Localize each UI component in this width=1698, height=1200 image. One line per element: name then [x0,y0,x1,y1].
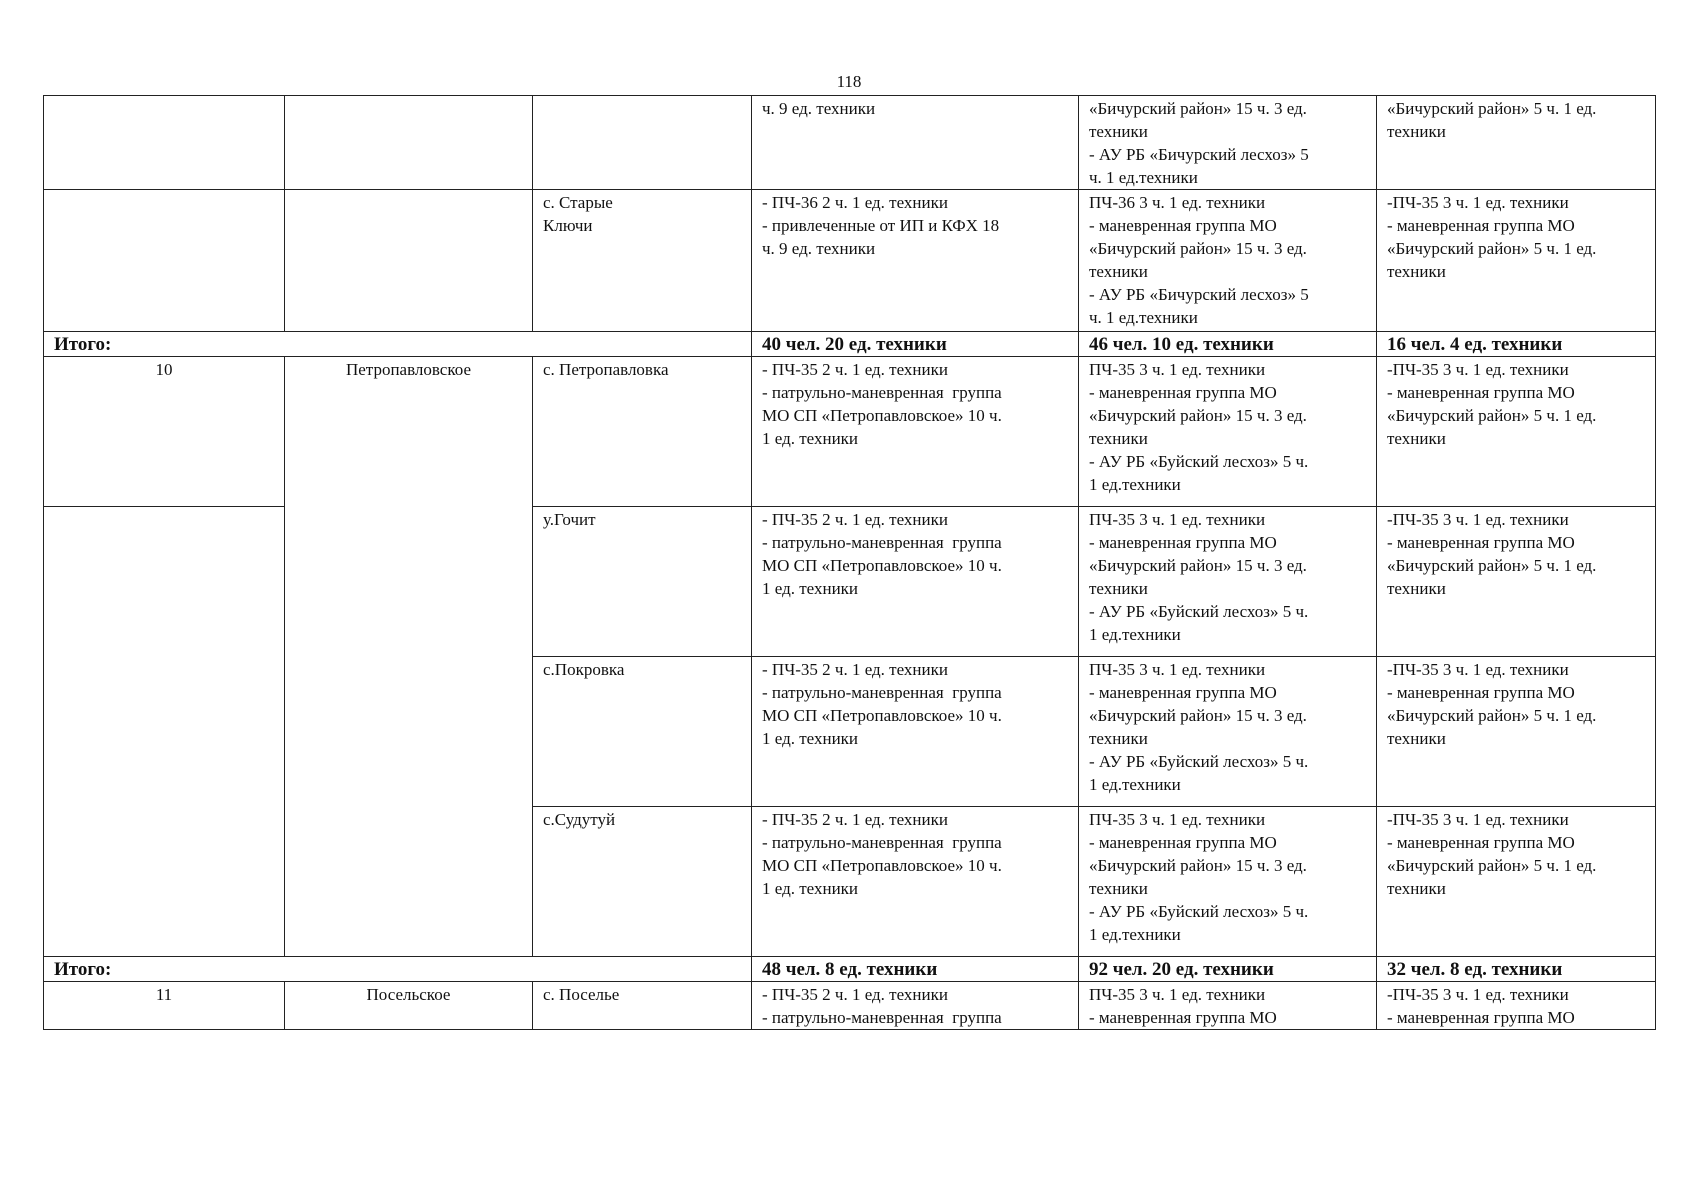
forces-level3-cell [1377,982,1656,1030]
page-number: 118 [836,72,862,91]
cell-line: - маневренная группа МО [1387,833,1575,852]
cell-line: 1 ед.техники [1089,775,1181,794]
cell-line: «Бичурский район» 15 ч. 3 ед. [1089,856,1307,875]
cell-line: 1 ед.техники [1089,925,1181,944]
cell-line: -ПЧ-35 3 ч. 1 ед. техники [1387,985,1569,1004]
cell-line: - маневренная группа МО [1089,683,1277,702]
cell-line: - маневренная группа МО [1387,216,1575,235]
settlement-cell [285,96,533,190]
cell-line: - ПЧ-35 2 ч. 1 ед. техники [762,985,948,1004]
cell-line: - патрульно-маневренная группа [762,533,1002,552]
settlement-cell: Петропавловское [285,357,533,957]
cell-line: - ПЧ-35 2 ч. 1 ед. техники [762,510,948,529]
cell-line: - АУ РБ «Буйский лесхоз» 5 ч. [1089,452,1309,471]
cell-line: - маневренная группа МО [1387,683,1575,702]
locality-cell [533,190,752,332]
cell-line: - патрульно-маневренная группа [762,683,1002,702]
cell-line: -ПЧ-35 3 ч. 1 ед. техники [1387,660,1569,679]
cell-line: - маневренная группа МО [1089,383,1277,402]
table-row [44,190,1656,332]
cell-line: - ПЧ-35 2 ч. 1 ед. техники [762,810,948,829]
cell-line: ч. 1 ед.техники [1089,168,1198,187]
cell-line: 1 ед.техники [1089,475,1181,494]
cell-line: «Бичурский район» 15 ч. 3 ед. [1089,556,1307,575]
cell-line: «Бичурский район» 15 ч. 3 ед. [1089,239,1307,258]
cell-line: техники [1089,879,1148,898]
cell-line: - патрульно-маневренная группа [762,1008,1002,1027]
cell-line: - ПЧ-35 2 ч. 1 ед. техники [762,360,948,379]
cell-line: - АУ РБ «Бичурский лесхоз» 5 [1089,285,1309,304]
number-cell: 11 [44,982,285,1030]
cell-line: техники [1089,262,1148,281]
table-row [44,96,1656,190]
cell-line: техники [1089,579,1148,598]
cell-line: - АУ РБ «Бичурский лесхоз» 5 [1089,145,1309,164]
cell-line: 1 ед. техники [762,729,859,748]
cell-line: «Бичурский район» 15 ч. 3 ед. [1089,99,1307,118]
cell-line: МО СП «Петропавловское» 10 ч. [762,556,1002,575]
number-cell [44,507,285,957]
forces-level3-cell [1377,96,1656,190]
cell-line: с. Старые [543,193,613,212]
cell-line: 1 ед.техники [1089,625,1181,644]
forces-level3-cell [1377,507,1656,657]
settlement-cell: Посельское [285,982,533,1030]
cell-line: «Бичурский район» 5 ч. 1 ед. [1387,406,1597,425]
cell-line: - АУ РБ «Буйский лесхоз» 5 ч. [1089,752,1309,771]
total-level1: 40 чел. 20 ед. техники [752,332,1079,357]
table-row [44,982,1656,1030]
cell-line: - маневренная группа МО [1387,1008,1575,1027]
locality-cell: у.Гочит [533,507,752,657]
forces-level1-cell [752,982,1079,1030]
forces-level1-cell [752,507,1079,657]
cell-line: - маневренная группа МО [1387,533,1575,552]
forces-level2-cell [1079,190,1377,332]
forces-level1-cell [752,807,1079,957]
cell-line: - патрульно-маневренная группа [762,383,1002,402]
cell-line: - патрульно-маневренная группа [762,833,1002,852]
cell-line: 1 ед. техники [762,579,859,598]
cell-line: - маневренная группа МО [1089,533,1277,552]
cell-line: - АУ РБ «Буйский лесхоз» 5 ч. [1089,602,1309,621]
forces-level2-cell [1079,96,1377,190]
total-level2: 92 чел. 20 ед. техники [1079,957,1377,982]
total-label: Итого: [44,957,752,982]
forces-level2-cell [1079,807,1377,957]
forces-level1-cell [752,190,1079,332]
cell-line: «Бичурский район» 5 ч. 1 ед. [1387,99,1597,118]
cell-line: ч. 9 ед. техники [762,239,876,258]
resources-table [43,95,1656,1030]
forces-level3-cell [1377,190,1656,332]
forces-level1-cell [752,96,1079,190]
locality-cell: с.Судутуй [533,807,752,957]
cell-line: 1 ед. техники [762,879,859,898]
cell-line: -ПЧ-35 3 ч. 1 ед. техники [1387,360,1569,379]
forces-level3-cell [1377,357,1656,507]
locality-cell: с. Поселье [533,982,752,1030]
settlement-cell [285,190,533,332]
cell-line: ПЧ-35 3 ч. 1 ед. техники [1089,360,1266,379]
total-row [44,332,1656,357]
number-cell [44,190,285,332]
cell-line: техники [1089,429,1148,448]
locality-cell: с. Петропавловка [533,357,752,507]
cell-line: ПЧ-35 3 ч. 1 ед. техники [1089,660,1266,679]
locality-cell: с.Покровка [533,657,752,807]
total-level3: 16 чел. 4 ед. техники [1377,332,1656,357]
cell-line: «Бичурский район» 5 ч. 1 ед. [1387,556,1597,575]
total-label: Итого: [44,332,752,357]
cell-line: ч. 1 ед.техники [1089,308,1198,327]
cell-line: техники [1387,729,1446,748]
cell-line: «Бичурский район» 5 ч. 1 ед. [1387,239,1597,258]
total-row [44,957,1656,982]
cell-line: техники [1387,429,1446,448]
cell-line: «Бичурский район» 15 ч. 3 ед. [1089,406,1307,425]
forces-level1-cell [752,657,1079,807]
cell-line: - АУ РБ «Буйский лесхоз» 5 ч. [1089,902,1309,921]
number-cell: 10 [44,357,285,507]
cell-line: «Бичурский район» 5 ч. 1 ед. [1387,856,1597,875]
number-cell [44,96,285,190]
cell-line: техники [1387,122,1446,141]
cell-line: «Бичурский район» 15 ч. 3 ед. [1089,706,1307,725]
cell-line: МО СП «Петропавловское» 10 ч. [762,406,1002,425]
forces-level1-cell [752,357,1079,507]
cell-line: техники [1387,262,1446,281]
cell-line: ч. 9 ед. техники [762,99,876,118]
cell-line: техники [1089,729,1148,748]
cell-line: «Бичурский район» 5 ч. 1 ед. [1387,706,1597,725]
cell-line: -ПЧ-35 3 ч. 1 ед. техники [1387,193,1569,212]
forces-level2-cell [1079,657,1377,807]
cell-line: - ПЧ-36 2 ч. 1 ед. техники [762,193,948,212]
cell-line: -ПЧ-35 3 ч. 1 ед. техники [1387,810,1569,829]
cell-line: Ключи [543,216,593,235]
forces-level2-cell [1079,357,1377,507]
cell-line: - маневренная группа МО [1089,833,1277,852]
total-level1: 48 чел. 8 ед. техники [752,957,1079,982]
forces-level2-cell [1079,982,1377,1030]
cell-line: - маневренная группа МО [1387,383,1575,402]
cell-line: техники [1387,879,1446,898]
cell-line: - привлеченные от ИП и КФХ 18 [762,216,1000,235]
cell-line: 1 ед. техники [762,429,859,448]
cell-line: техники [1387,579,1446,598]
locality-cell [533,96,752,190]
cell-line: ПЧ-35 3 ч. 1 ед. техники [1089,510,1266,529]
cell-line: - маневренная группа МО [1089,216,1277,235]
cell-line: ПЧ-36 3 ч. 1 ед. техники [1089,193,1266,212]
forces-level3-cell [1377,657,1656,807]
total-level3: 32 чел. 8 ед. техники [1377,957,1656,982]
cell-line: - ПЧ-35 2 ч. 1 ед. техники [762,660,948,679]
cell-line: - маневренная группа МО [1089,1008,1277,1027]
cell-line: техники [1089,122,1148,141]
cell-line: -ПЧ-35 3 ч. 1 ед. техники [1387,510,1569,529]
cell-line: ПЧ-35 3 ч. 1 ед. техники [1089,810,1266,829]
total-level2: 46 чел. 10 ед. техники [1079,332,1377,357]
cell-line: ПЧ-35 3 ч. 1 ед. техники [1089,985,1266,1004]
forces-level3-cell [1377,807,1656,957]
table-row [44,357,1656,507]
forces-level2-cell [1079,507,1377,657]
cell-line: МО СП «Петропавловское» 10 ч. [762,856,1002,875]
cell-line: МО СП «Петропавловское» 10 ч. [762,706,1002,725]
